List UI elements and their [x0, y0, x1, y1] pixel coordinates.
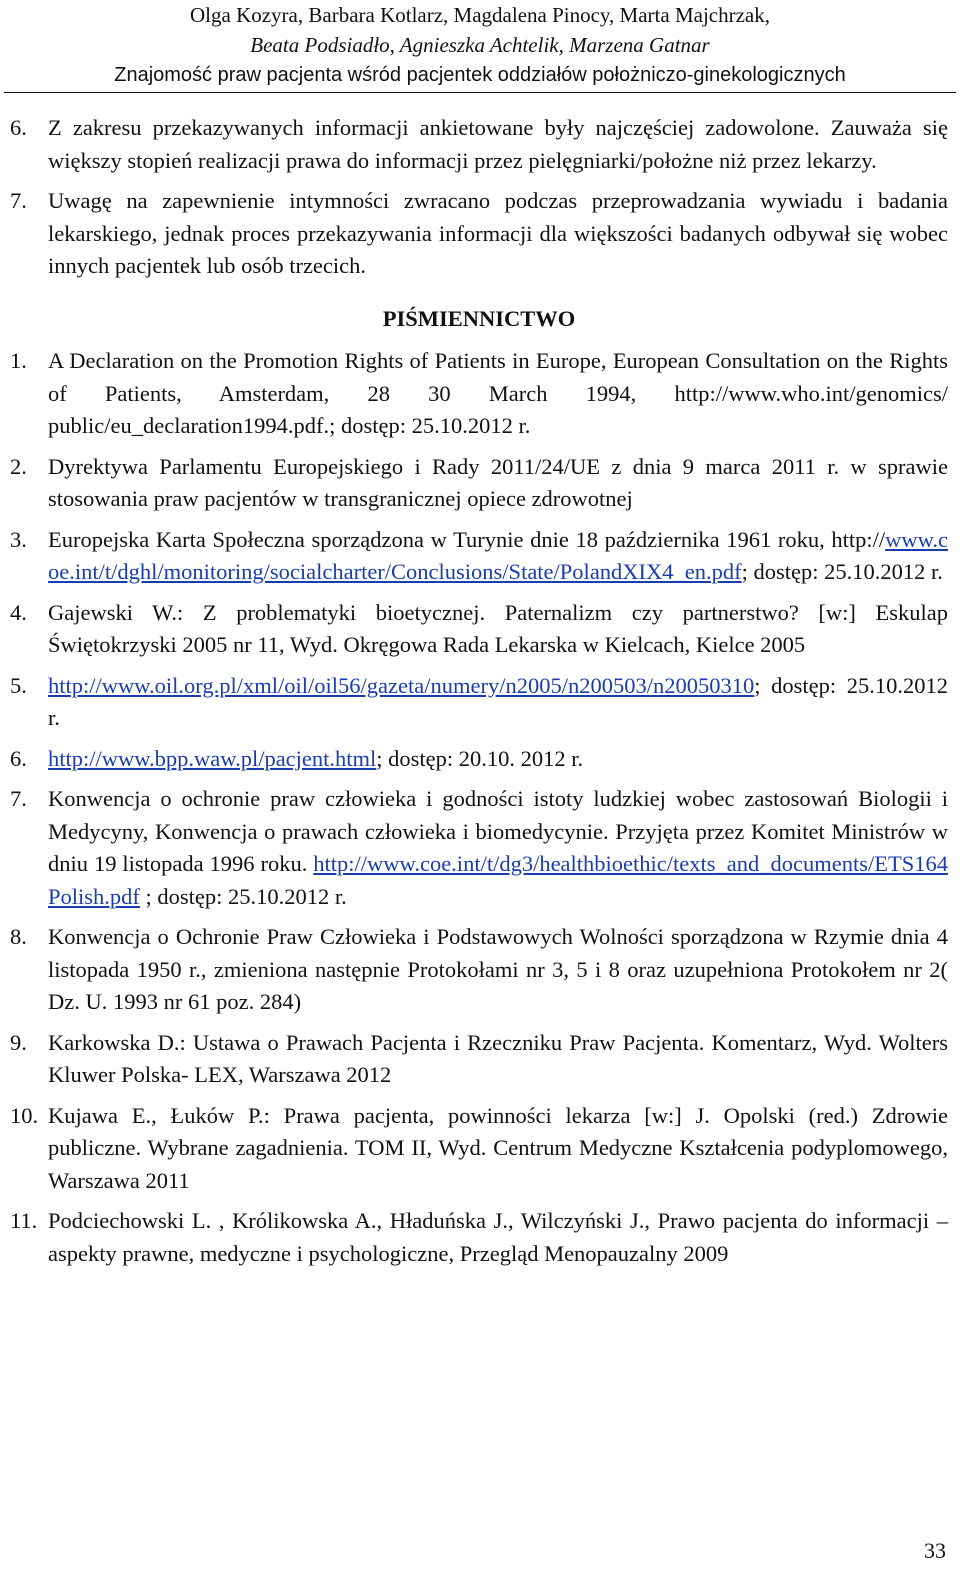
reference-number: 6.: [10, 745, 27, 771]
reference-item: [10, 921, 948, 1019]
reference-link[interactable]: http://www.bpp.waw.pl/pacjent.html: [48, 745, 377, 771]
reference-item: [10, 1027, 948, 1092]
reference-text: Gajewski W.: Z problematyki bioetycznej. Paternalizm czy partnerstwo? [w:] Eskulap Świętokrzyski 2005 nr 11, Wyd. Okręgowa Rada Lekarska w Kielcach, Kielce 2005: [48, 599, 948, 657]
reference-text: Europejska Karta Społeczna sporządzona w Turynie dnie 18 października 1961 roku,: [48, 526, 825, 552]
reference-number: 11.: [10, 1208, 38, 1233]
reference-number: 1.: [10, 348, 27, 373]
reference-access-date: ; dostęp: 20.10. 2012 r.: [376, 745, 584, 771]
reference-text: Konwencja o ochronie praw człowieka i godności istoty ludzkiej wobec zastosowań Biologii i Medycyny, Konwencja o prawach człowieka i biomedycynie. Przyjęta przez Komitet Ministrów w dniu 19 listopada 1996 roku.: [48, 786, 948, 876]
reference-number: 10.: [10, 1102, 39, 1128]
reference-number: 7.: [10, 786, 27, 811]
reference-number: 8.: [10, 924, 27, 949]
page-body: [10, 112, 948, 1272]
reference-number: 4.: [10, 599, 27, 625]
reference-body: [48, 670, 948, 735]
reference-text: Karkowska D.: Ustawa o Prawach Pacjenta i Rzeczniku Praw Pacjenta. Komentarz, Wyd. Wolters Kluwer Polska- LEX, Warszawa 2012: [48, 1029, 948, 1087]
reference-link[interactable]: http://www.coe.int/t/dg3/healthbioethic/texts_and_documents/ETS164Polish.pdf: [48, 851, 948, 909]
reference-text: Kujawa E., Łuków P.: Prawa pacjenta, powinności lekarza [w:] J. Opolski (red.) Zdrowie publiczne. Wybrane zagadnienia. TOM II, Wyd. Centrum Medyczne Kształcenia podyplomowego, Warszawa 2011: [48, 1102, 948, 1193]
reference-body: [48, 743, 948, 776]
reference-number: 5.: [10, 672, 27, 698]
page-number: 33: [924, 1538, 946, 1563]
reference-number: 9.: [10, 1029, 27, 1055]
reference-item: [10, 597, 948, 662]
reference-link[interactable]: www.coe.int/t/dghl/monitoring/socialcharter/Conclusions/State/PolandXIX4_en.pdf: [48, 526, 949, 584]
reference-text: A Declaration on the Promotion Rights of Patients in Europe, European Consultation on the Rights of Patients, Amsterdam, 28 30 March 1994, http://www.who.int/genomics/ public/eu_declaration1994.pdf.; dostęp: 25.10.2012 r.: [48, 348, 948, 438]
header-authors-line-2: Beata Podsiadło, Agnieszka Achtelik, Marzena Gatnar: [250, 33, 710, 57]
running-header: [0, 0, 960, 90]
conclusion-item: [10, 112, 948, 177]
header-article-title: Znajomość praw pacjenta wśród pacjentek oddziałów położniczo-ginekologicznych: [114, 64, 846, 86]
reference-text: Podciechowski L. , Królikowska A., Hładuńska J., Wilczyński J., Prawo pacjenta do informacji – aspekty prawne, medyczne i psychologiczne, Przegląd Menopauzalny 2009: [48, 1208, 948, 1266]
reference-item: [10, 1205, 948, 1270]
header-rule: [4, 92, 956, 93]
reference-item: [10, 345, 948, 443]
reference-access-date: ; dostęp: 25.10.2012 r.: [741, 559, 943, 584]
references-heading: PIŚMIENNICTWO: [382, 305, 576, 331]
conclusion-text: Z zakresu przekazywanych informacji ankietowane były najczęściej zadowolone. Zauważa się większy stopień realizacji prawa do informacji przez pielęgniarki/położne niż przez lekarzy.: [48, 115, 948, 173]
reference-link[interactable]: http://www.oil.org.pl/xml/oil/oil56/gazeta/numery/n2005/n200503/n20050310: [48, 672, 755, 698]
reference-body: [48, 524, 948, 589]
reference-item: [10, 743, 948, 776]
reference-number: 3.: [10, 526, 27, 552]
reference-item: [10, 783, 948, 913]
reference-access-date: ; dostęp: 25.10.2012 r.: [48, 672, 948, 730]
reference-text: Dyrektywa Parlamentu Europejskiego i Rady 2011/24/UE z dnia 9 marca 2011 r. w sprawie stosowania praw pacjentów w transgranicznej opiece zdrowotnej: [48, 453, 948, 511]
reference-item: [10, 1100, 948, 1198]
conclusion-number: 6.: [10, 115, 27, 140]
conclusion-text: Uwagę na zapewnienie intymności zwracano podczas przeprowadzania wywiadu i badania lekarskiego, jednak proces przekazywania informacji dla większości badanych odbywał się wobec innych pacjentek lub osób trzecich.: [48, 188, 948, 278]
reference-access-date: ; dostęp: 25.10.2012 r.: [139, 883, 347, 909]
reference-item: [10, 524, 948, 589]
reference-body: [48, 783, 948, 913]
reference-url-prefix: http://: [831, 526, 886, 552]
reference-item: [10, 670, 948, 735]
reference-text: Konwencja o Ochronie Praw Człowieka i Podstawowych Wolności sporządzona w Rzymie dnia 4 listopada 1950 r., zmieniona następnie Protokołami nr 3, 5 i 8 oraz uzupełniona Protokołem nr 2( Dz. U. 1993 nr 61 poz. 284): [48, 924, 948, 1014]
header-authors-line-1: Olga Kozyra, Barbara Kotlarz, Magdalena Pinocy, Marta Majchrzak,: [190, 3, 770, 27]
reference-number: 2.: [10, 453, 27, 479]
conclusion-item: [10, 185, 948, 283]
reference-item: [10, 451, 948, 516]
conclusion-number: 7.: [10, 188, 27, 213]
